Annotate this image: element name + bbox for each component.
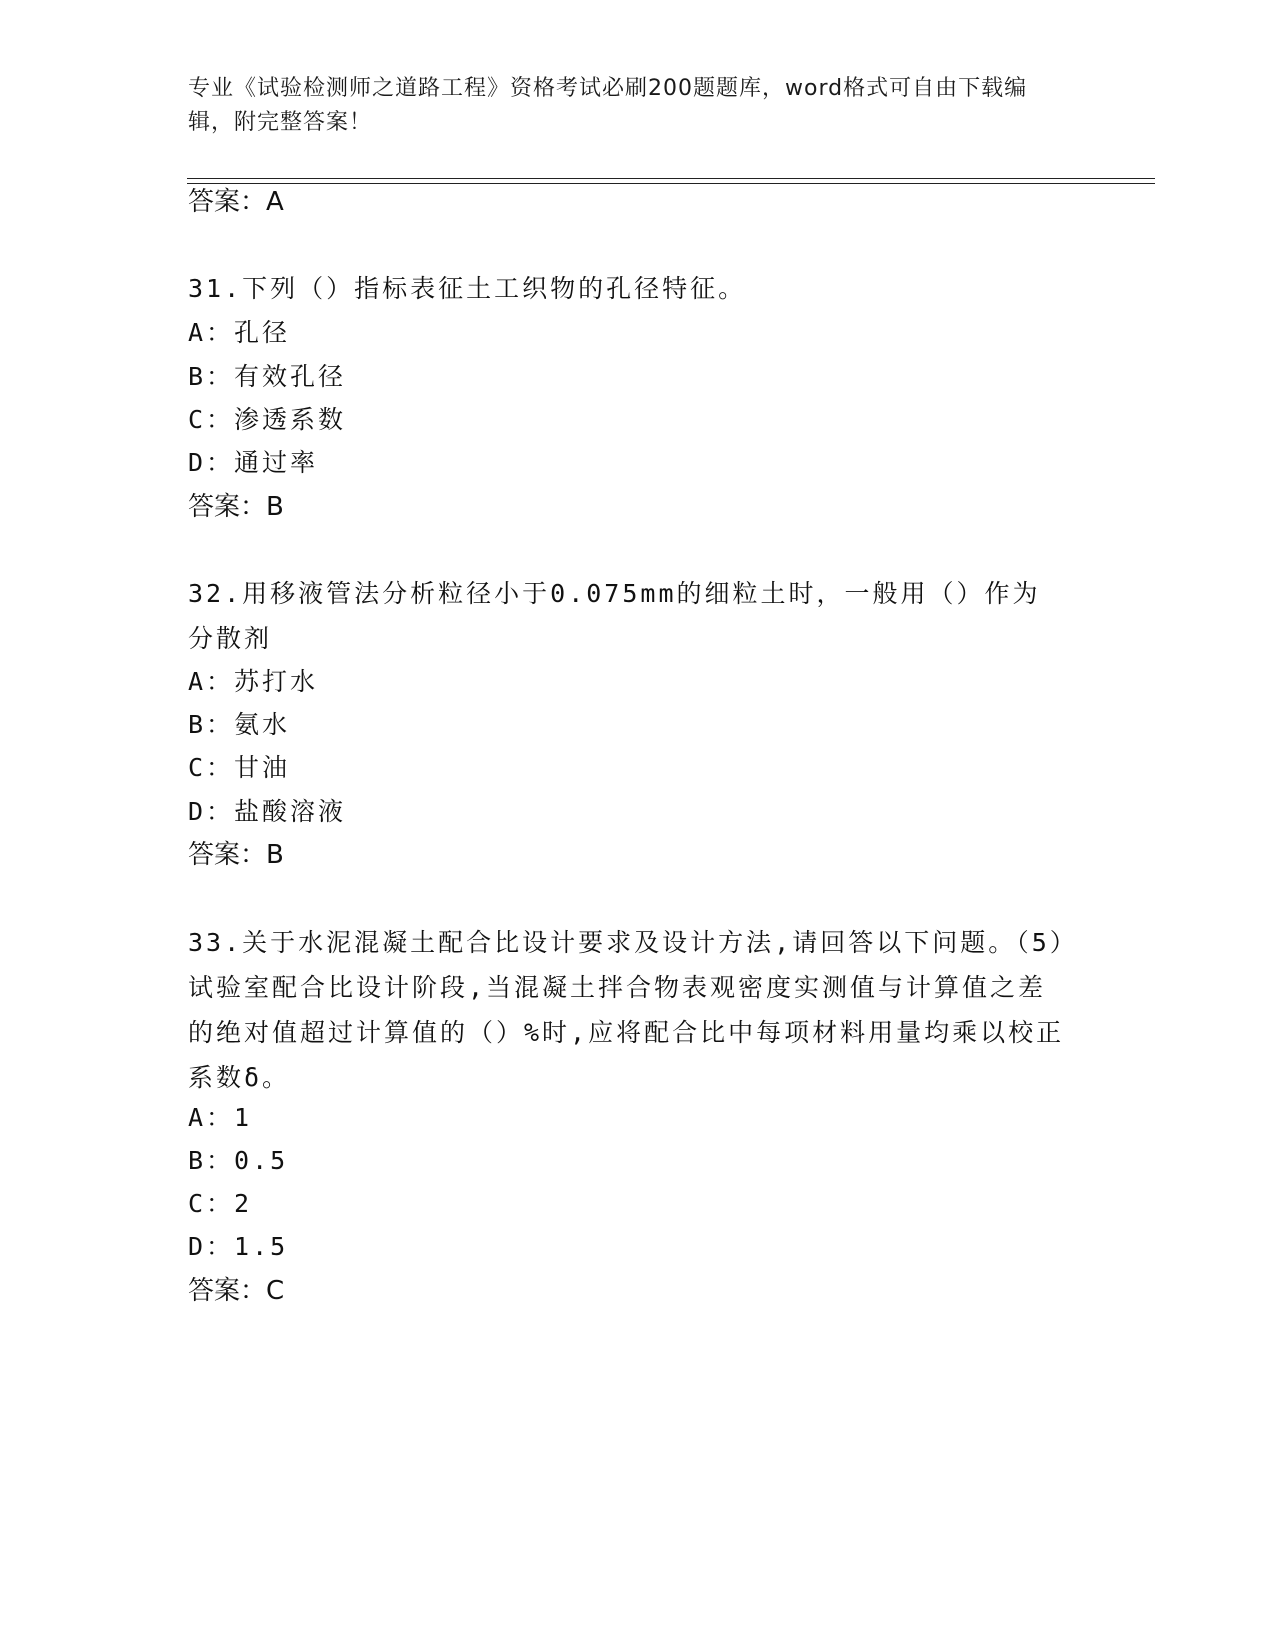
option-d: D：通过率	[188, 448, 319, 477]
header-divider	[187, 178, 1155, 184]
question-stem: 32.用移液管法分析粒径小于0.075mm的细粒土时，一般用（）作为分散剂	[188, 579, 1041, 653]
option-d: D：1.5	[188, 1232, 289, 1261]
option-c: C：甘油	[188, 753, 291, 782]
question-stem: 33.关于水泥混凝土配合比设计要求及设计方法,请回答以下问题。（5）试验室配合比设计阶段,当混凝土拌合物表观密度实测值与计算值之差的绝对值超过计算值的（）%时,应将配合比中每项材料用量均乘以校正系数δ。	[188, 928, 1066, 1092]
option-d: D：盐酸溶液	[188, 797, 347, 826]
option-a: A：苏打水	[188, 667, 319, 696]
answer-line: 答案：B	[188, 492, 284, 522]
option-b: B：有效孔径	[188, 362, 347, 391]
answer-line: 答案：A	[188, 187, 284, 217]
page-header: 专业《试验检测师之道路工程》资格考试必刷200题题库，word格式可自由下载编辑，附完整答案！	[188, 76, 1028, 135]
option-a: A：1	[188, 1103, 253, 1132]
option-c: C：2	[188, 1189, 253, 1218]
option-b: B：0.5	[188, 1146, 289, 1175]
question-stem: 31.下列（）指标表征土工织物的孔径特征。	[188, 274, 747, 303]
answer-line: 答案：C	[188, 1276, 285, 1306]
answer-line: 答案：B	[188, 840, 284, 870]
option-c: C：渗透系数	[188, 405, 347, 434]
option-b: B：氨水	[188, 710, 291, 739]
option-a: A：孔径	[188, 318, 291, 347]
